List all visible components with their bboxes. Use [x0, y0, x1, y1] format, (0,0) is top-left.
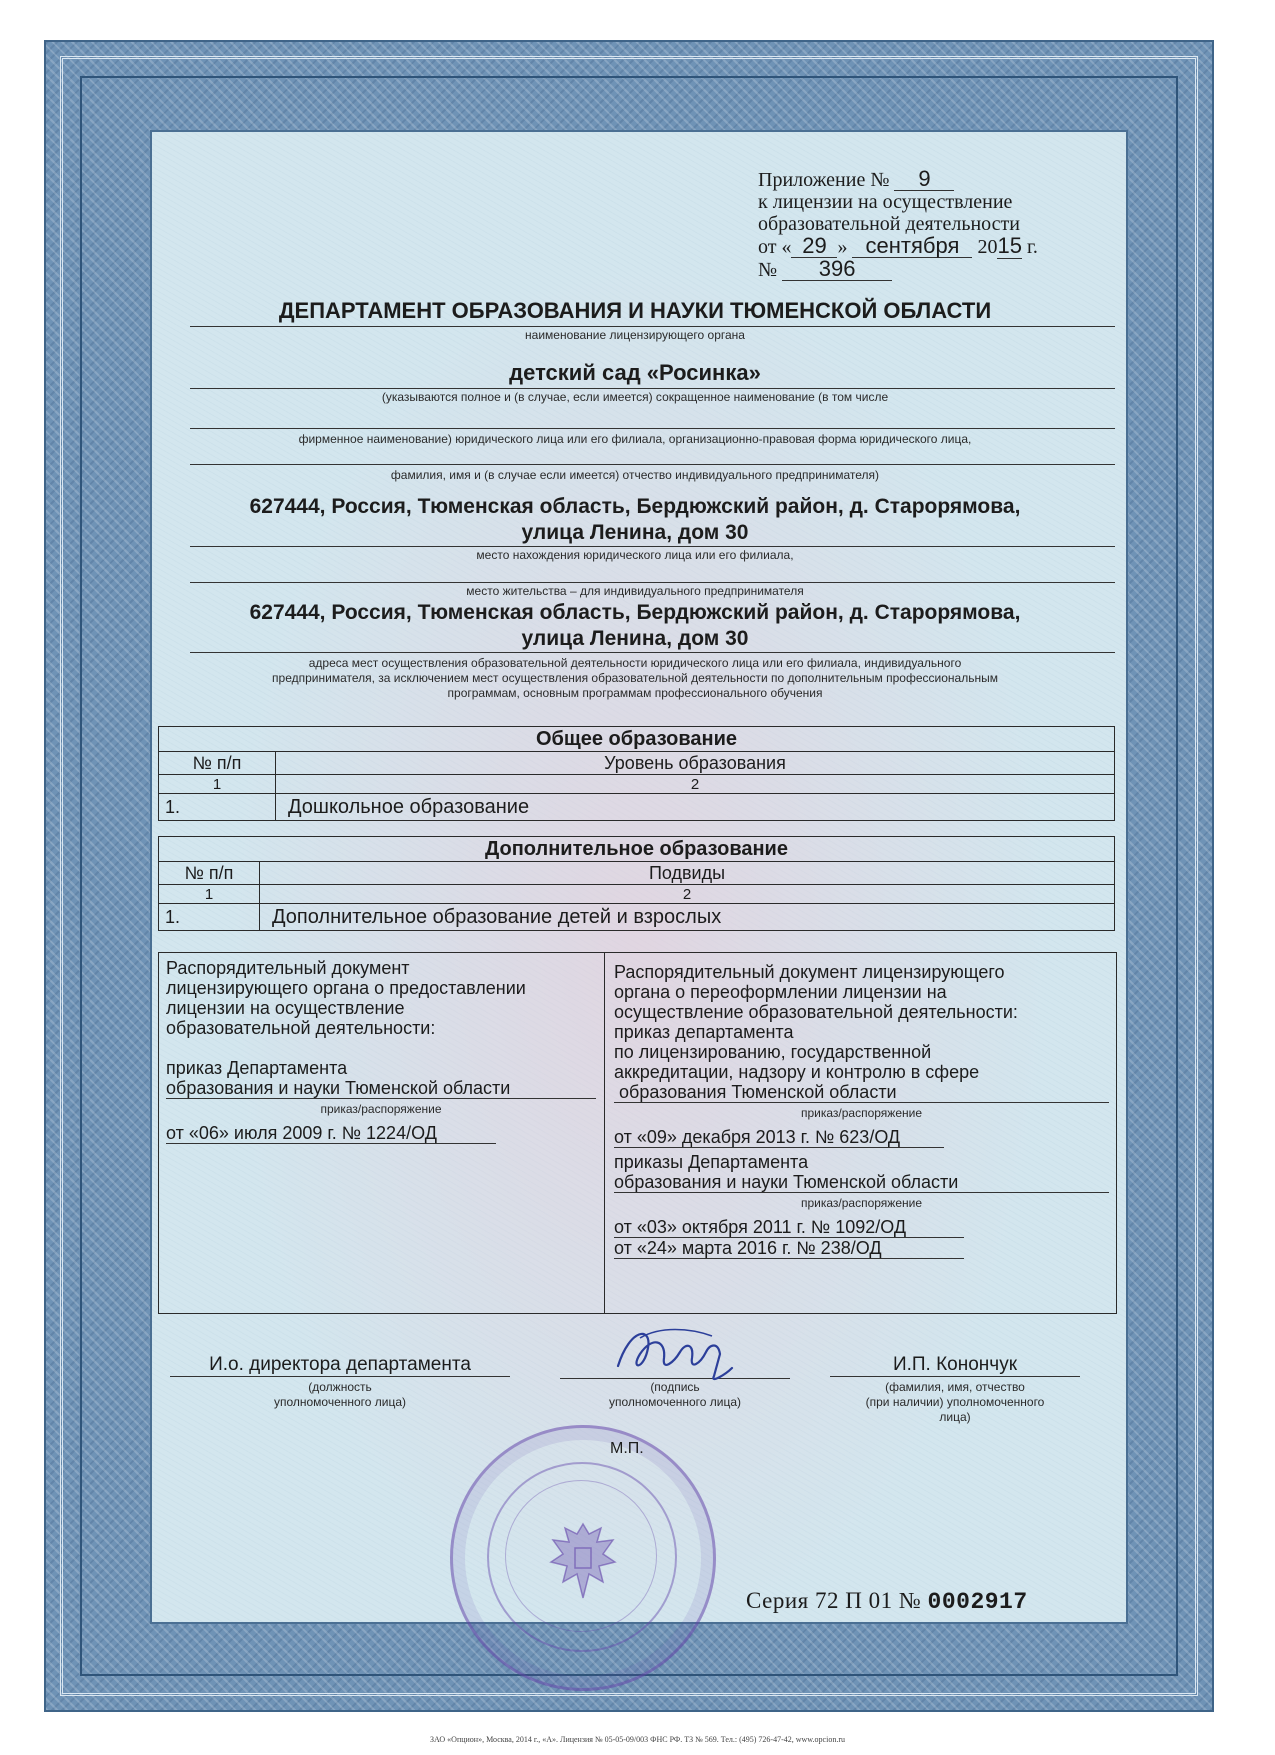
left-doc-order: от «06» июля 2009 г. № 1224/ОД: [166, 1123, 496, 1144]
organization-caption-2: фирменное наименование) юридического лица или его филиала, организационно-правовая форма юридического лица,: [298, 432, 972, 446]
signature-image: [600, 1318, 740, 1386]
official-seal: [450, 1425, 716, 1691]
name-caption-1: (фамилия, имя, отчество: [885, 1380, 1025, 1394]
eagle-emblem-icon: [543, 1518, 623, 1604]
table-row: [159, 794, 1115, 821]
general-education-title: Общее образование: [159, 727, 1115, 752]
appendix-number: 9: [894, 168, 954, 191]
activity-line1: 627444, Россия, Тюменская область, Бердюжский район, д. Старорямова,: [249, 601, 1021, 624]
right-doc-l1: Распорядительный документ лицензирующего: [614, 962, 1005, 982]
col-header-num: № п/п: [159, 862, 260, 885]
activity-line2: улица Ленина, дом 30: [521, 627, 749, 650]
left-doc-caption: приказ/распоряжение: [320, 1102, 442, 1116]
left-doc-l2: лицензирующего органа о предоставлении: [166, 978, 526, 998]
printer-footer: ЗАО «Опцион», Москва, 2014 г., «А». Лицензия № 05-05-09/003 ФНС РФ. ТЗ № 569. Тел.: (495) 726-47-42, www.opcion.ru: [430, 1735, 845, 1744]
right-doc-order-1: от «09» декабря 2013 г. № 623/ОД: [614, 1127, 944, 1148]
right-doc-caption-1: приказ/распоряжение: [800, 1106, 923, 1120]
row-num: 1.: [159, 794, 276, 821]
signer-position: И.о. директора департамента: [170, 1354, 510, 1377]
right-doc-l7: образования Тюменской области: [614, 1082, 1109, 1103]
right-doc: [614, 962, 1109, 1259]
right-doc-l4: приказ департамента: [614, 1022, 794, 1042]
location-line2: улица Ленина, дом 30: [521, 521, 749, 544]
name-caption: [830, 1380, 1080, 1425]
position-caption-1: (должность: [308, 1380, 372, 1394]
col-header-level: Уровень образования: [276, 752, 1115, 775]
row-num: 1.: [159, 904, 260, 931]
row-value: Дополнительное образование детей и взрослых: [260, 904, 1115, 931]
col-header-num: № п/п: [159, 752, 276, 775]
general-education-table: [158, 726, 1115, 821]
appendix-line3: образовательной деятельности: [758, 213, 1020, 235]
appendix-block: [758, 168, 1038, 281]
additional-education-title: Дополнительное образование: [159, 837, 1115, 862]
position-caption-2: уполномоченного лица): [273, 1395, 407, 1409]
right-doc-order-2: от «03» октября 2011 г. № 1092/ОД: [614, 1217, 964, 1238]
right-doc-l8: приказы Департамента: [614, 1152, 809, 1172]
appendix-prefix: Приложение №: [758, 169, 890, 191]
year-end: г.: [1026, 236, 1038, 258]
stamp-place-label: М.П.: [610, 1440, 644, 1457]
sign-caption: [580, 1380, 770, 1410]
location-address: [190, 494, 1080, 546]
organization-caption-3: фамилия, имя и (в случае если имеется) отчество индивидуального предпринимателя): [390, 468, 880, 482]
right-doc-order-3: от «24» марта 2016 г. № 238/ОД: [614, 1238, 964, 1259]
right-doc-l5: по лицензированию, государственной: [614, 1042, 932, 1062]
left-doc-l6: образования и науки Тюменской области: [166, 1078, 596, 1099]
series-block: [746, 1588, 1028, 1615]
sign-caption-2: уполномоченного лица): [608, 1395, 742, 1409]
right-doc-l6: аккредитации, надзору и контролю в сфере: [614, 1062, 980, 1082]
right-doc-caption-2: приказ/распоряжение: [800, 1196, 923, 1210]
name-caption-2: (при наличии) уполномоченного: [865, 1395, 1045, 1409]
col-index-1: 1: [159, 775, 276, 794]
authority-caption: наименование лицензирующего органа: [525, 328, 745, 342]
left-doc-l4: образовательной деятельности:: [166, 1018, 436, 1038]
row-value: Дошкольное образование: [276, 794, 1115, 821]
activity-caption: [190, 656, 1080, 701]
activity-caption-3: программам, основным программам профессионального обучения: [447, 686, 823, 700]
table-row: [159, 904, 1115, 931]
col-index-2: 2: [276, 775, 1115, 794]
col-index-1: 1: [159, 885, 260, 904]
date-day: 29: [791, 235, 837, 258]
organization-name: детский сад «Росинка»: [509, 360, 761, 385]
date-prefix: от «: [758, 236, 792, 258]
additional-education-table: [158, 836, 1115, 931]
license-num-prefix: №: [758, 259, 778, 281]
series-value: 72 П 01: [814, 1588, 893, 1613]
license-number: 396: [782, 258, 892, 281]
date-month: сентября: [852, 235, 972, 258]
year-suffix: 15: [997, 233, 1022, 258]
location-line1: 627444, Россия, Тюменская область, Бердюжский район, д. Старорямова,: [249, 495, 1021, 518]
left-doc-l1: Распорядительный документ: [166, 958, 410, 978]
series-num-label: №: [898, 1588, 922, 1613]
left-doc: [166, 958, 596, 1144]
position-caption: [170, 1380, 510, 1410]
location-caption-2: место жительства – для индивидуального предпринимателя: [466, 584, 804, 598]
right-doc-l2: органа о переоформлении лицензии на: [614, 982, 947, 1002]
left-doc-l3: лицензии на осуществление: [166, 998, 405, 1018]
activity-caption-1: адреса мест осуществления образовательной деятельности юридического лица или его филиала, индивидуального: [308, 656, 962, 670]
right-doc-l9: образования и науки Тюменской области: [614, 1172, 1109, 1193]
activity-caption-2: предпринимателя, за исключением мест осуществления образовательной деятельности по дополнительным профессиональным: [272, 671, 998, 685]
signer-name: И.П. Конончук: [830, 1354, 1080, 1377]
organization-caption-1: (указываются полное и (в случае, если имеется) сокращенное наименование (в том числе: [381, 390, 889, 404]
authority-name: ДЕПАРТАМЕНТ ОБРАЗОВАНИЯ И НАУКИ ТЮМЕНСКОЙ ОБЛАСТИ: [278, 298, 992, 323]
appendix-line2: к лицензии на осуществление: [758, 191, 1013, 213]
left-doc-l5: приказ Департамента: [166, 1058, 348, 1078]
col-index-2: 2: [260, 885, 1115, 904]
name-caption-3: лица): [939, 1410, 971, 1424]
sign-caption-1: (подпись: [650, 1380, 700, 1394]
series-label: Серия: [746, 1588, 809, 1613]
right-doc-l3: осуществление образовательной деятельности:: [614, 1002, 1018, 1022]
activity-address: [190, 600, 1080, 652]
year-prefix: 20: [977, 236, 998, 258]
series-number: 0002917: [927, 1589, 1028, 1615]
col-header-subtypes: Подвиды: [260, 862, 1115, 885]
location-caption-1: место нахождения юридического лица или его филиала,: [476, 548, 794, 562]
date-close: »: [837, 236, 848, 258]
